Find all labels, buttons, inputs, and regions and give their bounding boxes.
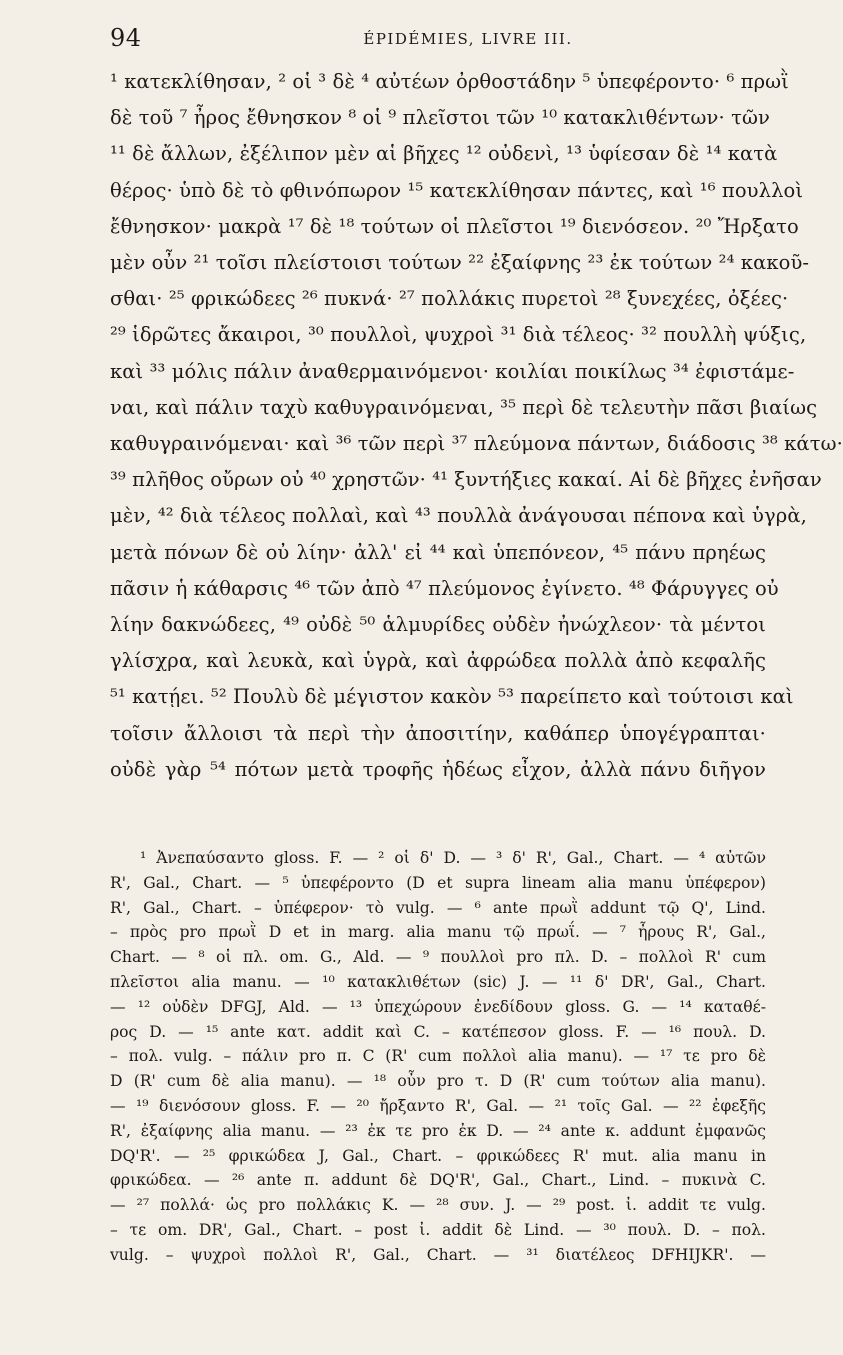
text-line: ⁵¹ κατῄει. ⁵² Πουλὺ δὲ μέγιστον κακὸν ⁵³ παρείπετο καὶ τούτοισι καὶ	[110, 685, 794, 709]
text-line: ἔθνησκον· μακρὰ ¹⁷ δὲ ¹⁸ τούτων οἱ πλεῖστοι ¹⁹ διενόσεον. ²⁰ Ἤρξατο	[110, 214, 799, 238]
text-line: δὲ τοῦ ⁷ ἦρος ἔθνησκον ⁸ οἱ ⁹ πλεῖστοι τῶν ¹⁰ κατακλιθέντων· τῶν	[110, 106, 770, 130]
text-line: γλίσχρα, καὶ λευκὰ, καὶ ὑγρὰ, καὶ ἀφρώδεα πολλὰ ἀπὸ κεφαλῆς	[110, 649, 766, 673]
footnote-line: — ²⁷ πολλά· ὡς pro πολλάκις K. — ²⁸ συν. J. — ²⁹ post. ἰ. addit τε vulg.	[110, 1196, 766, 1215]
page-header	[110, 22, 766, 60]
text-line: μετὰ πόνων δὲ οὐ λίην· ἀλλ' εἰ ⁴⁴ καὶ ὑπεπόνεον, ⁴⁵ πάνυ πρηέως	[110, 540, 766, 564]
text-line: καθυγραινόμεναι· καὶ ³⁶ τῶν περὶ ³⁷ πλεύμονα πάντων, διάδοσις ³⁸ κάτω·	[110, 432, 843, 456]
footnote-line: – πολ. vulg. – πάλιν pro π. C (R' cum πολλοὶ alia manu). — ¹⁷ τε pro δὲ	[110, 1047, 766, 1066]
text-line: μὲν οὖν ²¹ τοῖσι πλείστοισι τούτων ²² ἐξαίφνης ²³ ἐκ τούτων ²⁴ κακοῦ-	[110, 251, 810, 275]
text-line: πᾶσιν ἡ κάθαρσις ⁴⁶ τῶν ἀπὸ ⁴⁷ πλεύμονος ἐγίνετο. ⁴⁸ Φάρυγγες οὐ	[110, 576, 779, 600]
running-head: ÉPIDÉMIES, LIVRE III.	[363, 30, 573, 48]
footnote-line: DQ'R'. — ²⁵ φρικώδεα J, Gal., Chart. – φρικώδεες R' mut. alia manu in	[110, 1146, 766, 1165]
footnotes	[110, 846, 766, 1268]
footnote-line: πλεῖστοι alia manu. — ¹⁰ κατακλιθέτων (sic) J. — ¹¹ δ' DR', Gal., Chart.	[110, 973, 766, 992]
text-line: θέρος· ὑπὸ δὲ τὸ φθινόπωρον ¹⁵ κατεκλίθησαν πάντες, καὶ ¹⁶ πουλλοὶ	[110, 178, 804, 202]
footnote-line: φρικώδεα. — ²⁶ ante π. addunt δὲ DQ'R', Gal., Chart., Lind. – πυκινὰ C.	[110, 1171, 766, 1190]
text-line: ¹ κατεκλίθησαν, ² οἱ ³ δὲ ⁴ αὐτέων ὀρθοστάδην ⁵ ὑπεφέροντο· ⁶ πρωῒ	[110, 70, 789, 93]
footnote-line: — ¹⁹ διενόσουν gloss. F. — ²⁰ ἤρξαντο R', Gal. — ²¹ τοῖς Gal. — ²² ἐφεξῆς	[110, 1097, 766, 1116]
footnote-line: Chart. — ⁸ οἱ πλ. om. G., Ald. — ⁹ πουλλοὶ pro πλ. D. – πολλοὶ R' cum	[110, 948, 766, 967]
text-line: σθαι· ²⁵ φρικώδεες ²⁶ πυκνά· ²⁷ πολλάκις πυρετοὶ ²⁸ ξυνεχέες, ὀξέες·	[110, 287, 789, 311]
footnote-line: ¹ Ἀνεπαύσαντο gloss. F. — ² οἱ δ' D. — ³ δ' R', Gal., Chart. — ⁴ αὐτῶν	[140, 849, 766, 868]
footnote-line: R', Gal., Chart. — ⁵ ὑπεφέροντο (D et supra lineam alia manu ὑπέφερον)	[110, 873, 766, 892]
page-number: 94	[110, 24, 142, 52]
main-greek-text	[110, 64, 843, 788]
text-line: ²⁹ ἱδρῶτες ἄκαιροι, ³⁰ πουλλοὶ, ψυχροὶ ³¹ διὰ τέλεος· ³² πουλλὴ ψύξις,	[110, 323, 807, 347]
footnote-line: D (R' cum δὲ alia manu). — ¹⁸ οὖν pro τ. D (R' cum τούτων alia manu).	[110, 1072, 766, 1091]
footnote-line: R', ἐξαίφνης alia manu. — ²³ ἐκ τε pro ἐκ D. — ²⁴ ante κ. addunt ἐμφανῶς	[110, 1121, 766, 1140]
text-line: τοῖσιν ἄλλοισι τὰ περὶ τὴν ἀποσιτίην, καθάπερ ὑπογέγραπται·	[110, 721, 766, 745]
text-line: καὶ ³³ μόλις πάλιν ἀναθερμαινόμενοι· κοιλίαι ποικίλως ³⁴ ἐφιστάμε-	[110, 359, 795, 383]
footnote-line: — ¹² οὐδὲν DFGJ, Ald. — ¹³ ὑπεχώρουν ἐνεδίδουν gloss. G. — ¹⁴ καταθέ-	[110, 997, 766, 1016]
footnote-line: ρος D. — ¹⁵ ante κατ. addit καὶ C. – κατέπεσον gloss. F. — ¹⁶ πουλ. D.	[110, 1022, 766, 1041]
text-line: ¹¹ δὲ ἄλλων, ἐξέλιπον μὲν αἱ βῆχες ¹² οὐδενὶ, ¹³ ὑφίεσαν δὲ ¹⁴ κατὰ	[110, 142, 778, 166]
text-line: οὐδὲ γὰρ ⁵⁴ πότων μετὰ τροφῆς ἡδέως εἶχον, ἀλλὰ πάνυ διῆγον	[110, 757, 766, 781]
footnote-line: vulg. – ψυχροὶ πολλοὶ R', Gal., Chart. — ³¹ διατέλεος DFHIJKR'. —	[110, 1245, 766, 1264]
footnote-line: – πρὸς pro πρωῒ D et in marg. alia manu τῷ πρωΐ. — ⁷ ἦρους R', Gal.,	[110, 923, 766, 942]
footnote-line: R', Gal., Chart. – ὑπέφερον· τὸ vulg. — ⁶ ante πρωῒ addunt τῷ Q', Lind.	[110, 898, 766, 917]
footnote-line: – τε om. DR', Gal., Chart. – post ἰ. addit δὲ Lind. — ³⁰ πουλ. D. – πολ.	[110, 1221, 766, 1240]
text-line: ³⁹ πλῆθος οὔρων οὐ ⁴⁰ χρηστῶν· ⁴¹ ξυντήξιες κακαί. Αἱ δὲ βῆχες ἐνῆσαν	[110, 468, 822, 492]
text-line: λίην δακνώδεες, ⁴⁹ οὐδὲ ⁵⁰ ἁλμυρίδες οὐδὲν ἠνώχλεον· τὰ μέντοι	[110, 613, 766, 637]
text-line: μὲν, ⁴² διὰ τέλεος πολλαὶ, καὶ ⁴³ πουλλὰ ἀνάγουσαι πέπονα καὶ ὑγρὰ,	[110, 504, 807, 528]
text-line: ναι, καὶ πάλιν ταχὺ καθυγραινόμεναι, ³⁵ περὶ δὲ τελευτὴν πᾶσι βιαίως	[110, 395, 818, 419]
